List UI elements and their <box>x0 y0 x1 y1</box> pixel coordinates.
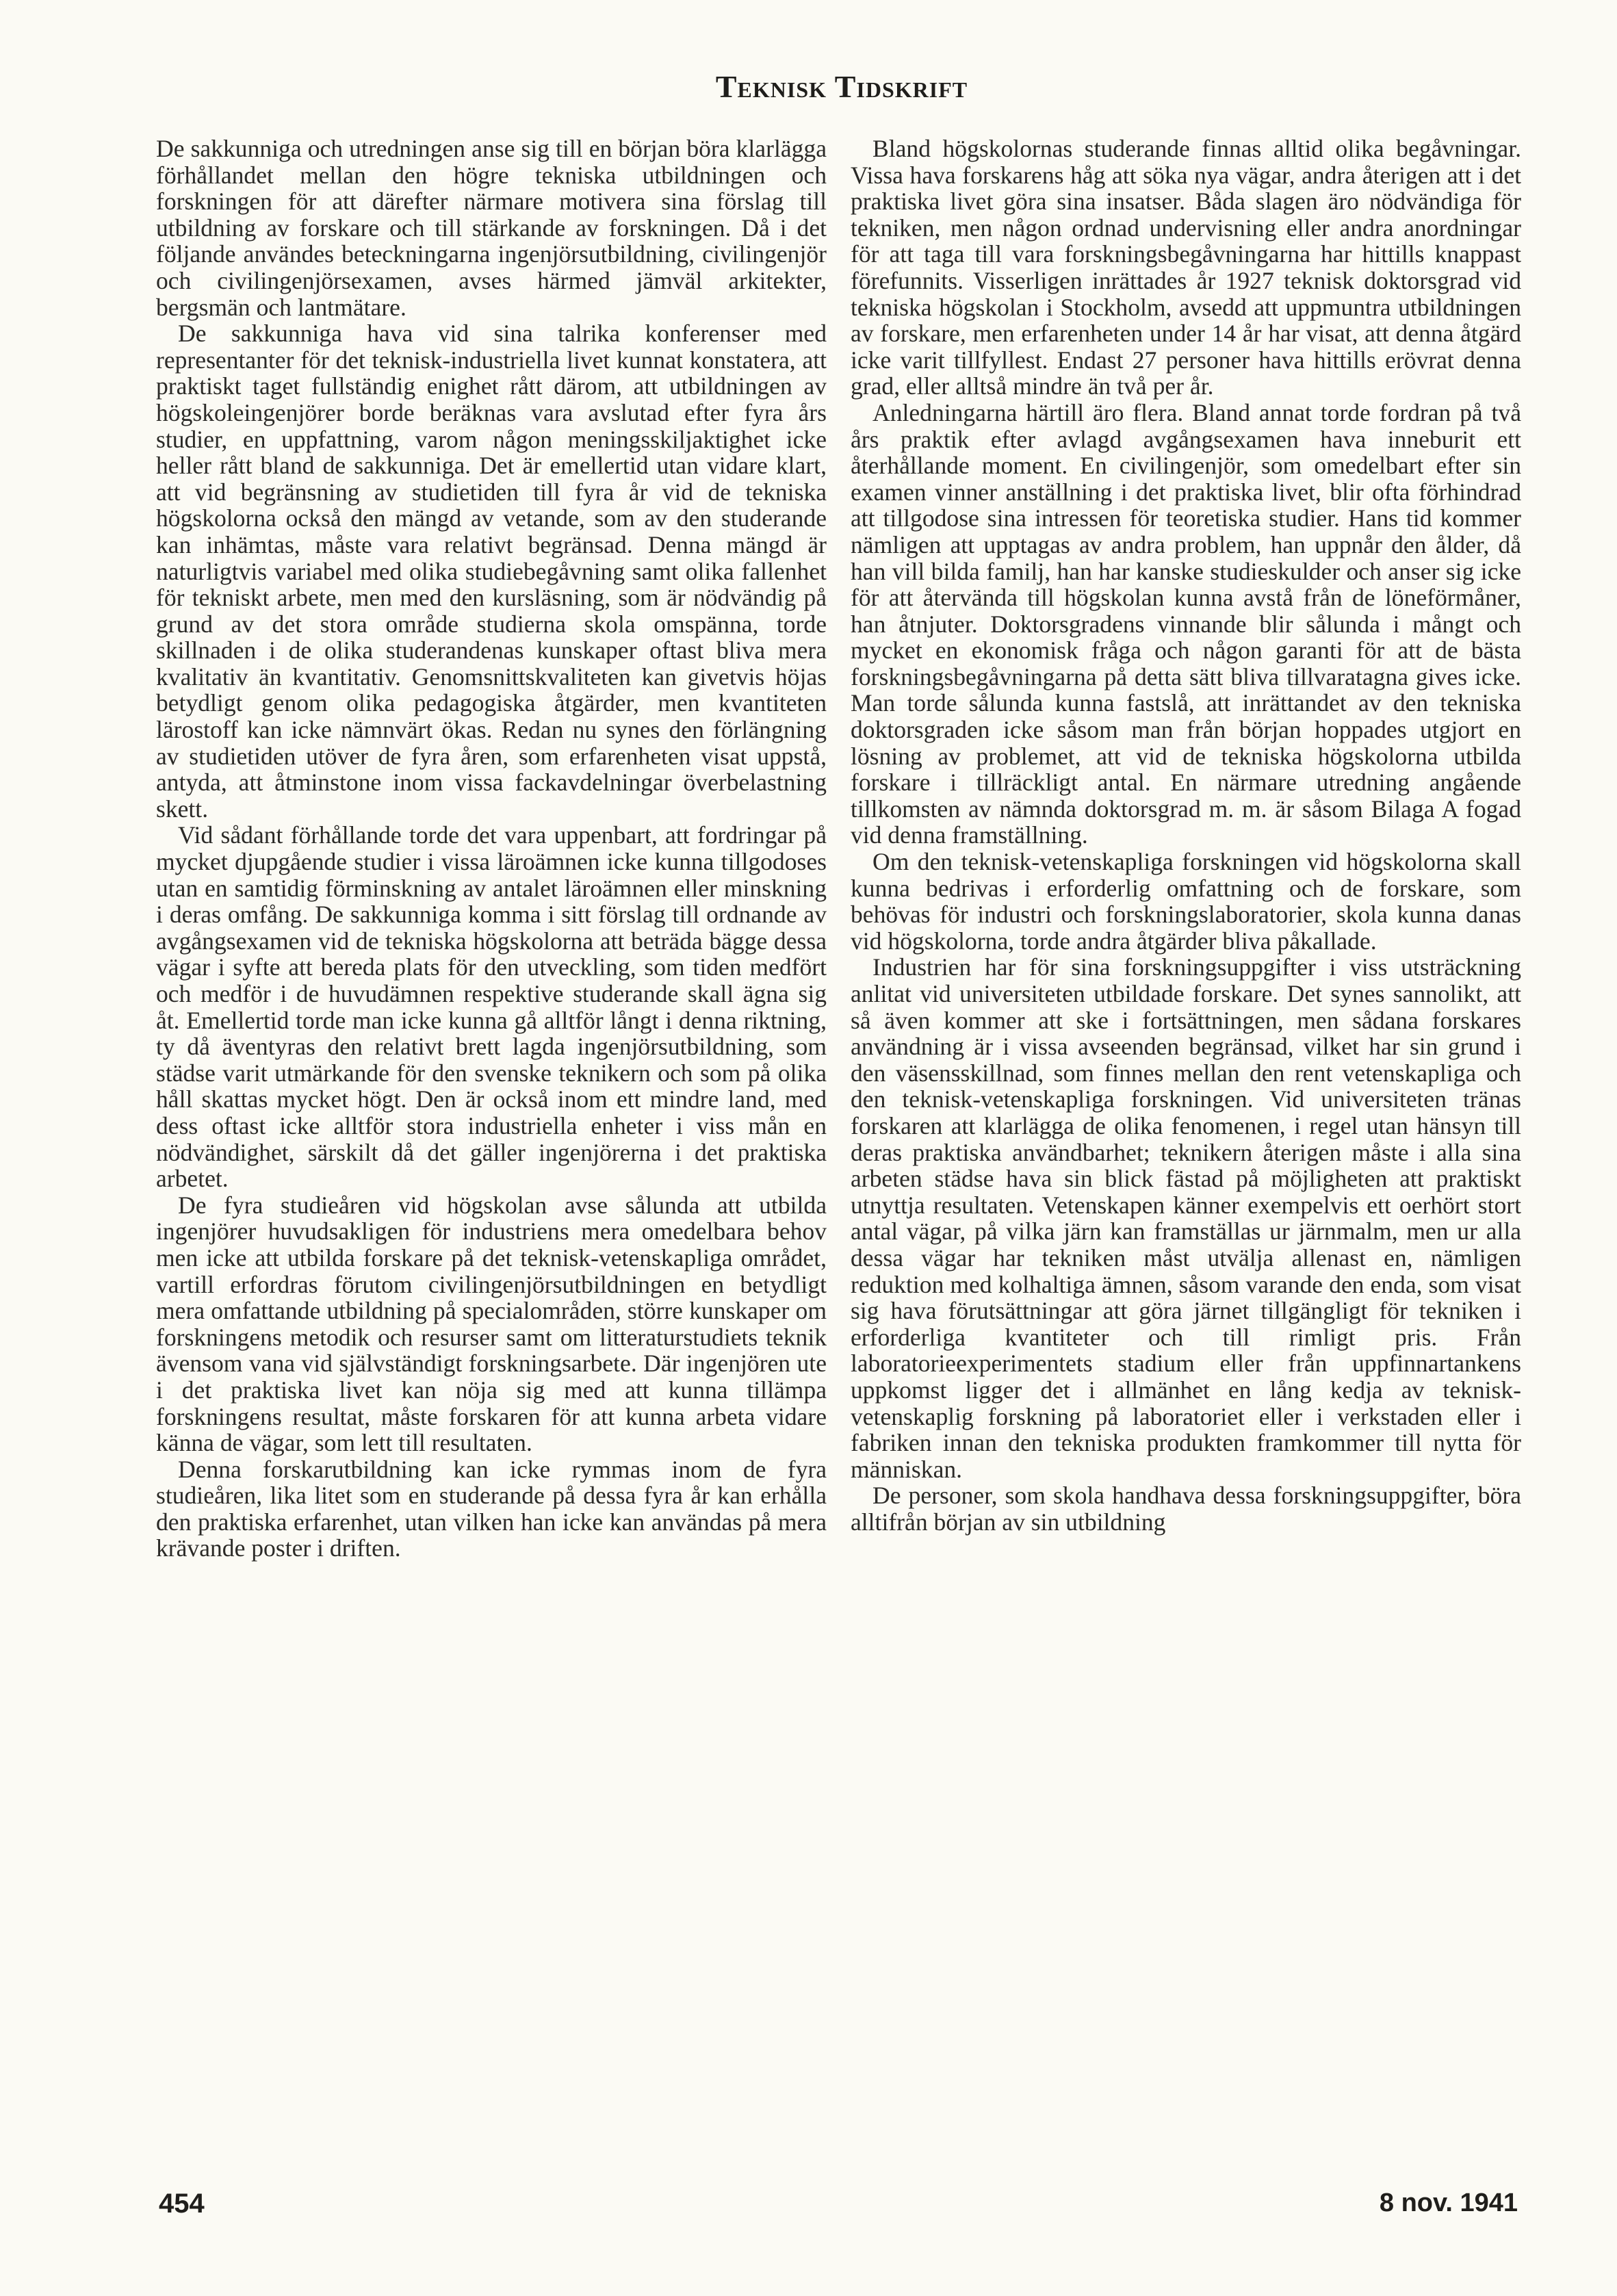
left-paragraph-2: De sakkunniga hava vid sina talrika konferenser med representanter för det teknisk-industriella livet kunnat konstatera, att praktiskt taget fullständig enighet rått därom, att utbildningen av högskoleingenjörer borde beräknas vara avslutad efter fyra års studier, en uppfattning, varom någon meningsskiljaktighet icke heller rått bland de sakkunniga. Det är emellertid utan vidare klart, att vid begränsning av studietiden till fyra år vid de tekniska högskolorna också den mängd av vetande, som av den studerande kan inhämtas, måste vara relativt begränsad. Denna mängd är naturligtvis variabel med olika studiebegåvning samt olika fallenhet för tekniskt arbete, men med den kursläsning, som är nödvändig på grund av det stora område studierna skola omspänna, torde skillnaden i de olika studerandenas kunskaper oftast bliva mera kvalitativ än kvantitativ. Genomsnittskvaliteten kan givetvis höjas betydligt genom olika pedagogiska åtgärder, men kvantiteten lärostoff kan icke nämnvärt ökas. Redan nu synes den förlängning av studietiden utöver de fyra åren, som erfarenheten visat uppstå, antyda, att åtminstone inom vissa fackavdelningar överbelastning skett. <box>156 320 827 823</box>
journal-masthead: Teknisk Tidskrift <box>715 69 968 104</box>
left-paragraph-5: Denna forskarutbildning kan icke rymmas inom de fyra studieåren, lika litet som en studerande på dessa fyra år kan erhålla den praktiska erfarenhet, utan vilken han icke kan användas på mera krävande poster i driften. <box>156 1455 827 1562</box>
right-text-column <box>851 136 1521 1535</box>
left-paragraph-1: De sakkunniga och utredningen anse sig till en början böra klarlägga förhållandet mellan den högre tekniska utbildningen och forskningen för att därefter närmare motivera sina förslag till utbildning av forskare och till stärkande av forskningen. Då i det följande användes beteckningarna ingenjörsutbildning, civilingenjör och civilingenjörsexamen, avses härmed jämväl arkitekter, bergsmän och lantmätare. <box>156 135 827 321</box>
left-text-column <box>156 136 827 1562</box>
left-paragraph-4: De fyra studieåren vid högskolan avse sålunda att utbilda ingenjörer huvudsakligen för industriens mera omedelbara behov men icke att utbilda forskare på det teknisk-vetenskapliga området, vartill erfordras förutom civilingenjörsutbildningen en betydligt mera omfattande utbildning på specialområden, större kunskaper om forskningens metodik och resurser samt om litteraturstudiets teknik ävensom vana vid självständigt forskningsarbete. Där ingenjören ute i det praktiska livet kan nöja sig med att kunna tillämpa forskningens resultat, måste forskaren för att kunna arbeta vidare känna de vägar, som lett till resultaten. <box>156 1191 827 1457</box>
issue-date: 8 nov. 1941 <box>1379 2189 1518 2217</box>
page-number: 454 <box>159 2189 205 2219</box>
right-paragraph-2: Anledningarna härtill äro flera. Bland annat torde fordran på två års praktik efter avlagd avgångsexamen hava inneburit ett återhållande moment. En civilingenjör, som omedelbart efter sin examen vinner anställning i det praktiska livet, blir ofta förhindrad att tillgodose sina intressen för teoretiska studier. Hans tid kommer nämligen att upptagas av andra problem, han uppnår den ålder, då han vill bilda familj, han har kanske studieskulder och anser sig icke för att återvända till högskolan kunna avstå från de löneförmåner, han åtnjuter. Doktorsgradens vinnande blir sålunda i mångt och mycket en ekonomisk fråga och någon garanti för att de bästa forskningsbegåvningarna på detta sätt bliva tillvaratagna gives icke. Man torde sålunda kunna fastslå, att inrättandet av den tekniska doktorsgraden icke såsom man från början hoppades utgjort en lösning av problemet, att vid de tekniska högskolorna utbilda forskare i tillräckligt antal. En närmare utredning angående tillkomsten av nämnda doktorsgrad m. m. är såsom Bilaga A fogad vid denna framställning. <box>851 398 1521 849</box>
right-paragraph-3: Om den teknisk-vetenskapliga forskningen vid högskolorna skall kunna bedrivas i erforderlig omfattning och de forskare, som behövas för industri och forskningslaboratorier, skola kunna danas vid högskolorna, torde andra åtgärder bliva påkallade. <box>851 848 1521 955</box>
right-paragraph-1: Bland högskolornas studerande finnas alltid olika begåvningar. Vissa hava forskarens håg att söka nya vägar, andra återigen att i det praktiska livet göra sina insatser. Båda slagen äro nödvändiga för tekniken, men någon ordnad undervisning eller andra anordningar för att taga till vara forskningsbegåvningarna har hittills knappast förefunnits. Visserligen inrättades år 1927 teknisk doktorsgrad vid tekniska högskolan i Stockholm, avsedd att uppmuntra utbildningen av forskare, men erfarenheten under 14 år har visat, att denna åtgärd icke varit tillfyllest. Endast 27 personer hava hittills erövrat denna grad, eller alltså mindre än två per år. <box>851 135 1521 400</box>
right-paragraph-5: De personer, som skola handhava dessa forskningsuppgifter, böra alltifrån början av sin utbildning <box>851 1482 1521 1536</box>
left-paragraph-3: Vid sådant förhållande torde det vara uppenbart, att fordringar på mycket djupgående studier i vissa läroämnen icke kunna tillgodoses utan en samtidig förminskning av antalet läroämnen eller minskning i deras omfång. De sakkunniga komma i sitt förslag till ordnande av avgångsexamen vid de tekniska högskolorna att beträda bägge dessa vägar i syfte att bereda plats för den utveckling, som tiden medfört och medför i de huvudämnen respektive studerande skall ägna sig åt. Emellertid torde man icke kunna gå alltför långt i denna riktning, ty då äventyras den relativt brett lagda ingenjörsutbildning, som städse varit utmärkande för den svenske teknikern och som på olika håll skattas mycket högt. Den är också inom ett mindre land, med dess oftast icke alltför stora industriella enheter i viss mån en nödvändighet, särskilt då det gäller ingenjörerna i det praktiska arbetet. <box>156 821 827 1193</box>
right-paragraph-4: Industrien har för sina forskningsuppgifter i viss utsträckning anlitat vid universiteten utbildade forskare. Det synes sannolikt, att så även kommer att ske i fortsättningen, men sådana forskares användning är i vissa avseenden begränsad, vilket har sin grund i den väsensskillnad, som finnes mellan den rent vetenskapliga och den teknisk-vetenskapliga forskningen. Vid universiteten tränas forskaren att klarlägga de olika fenomenen, i regel utan hänsyn till deras praktiska användbarhet; teknikern återigen måste i alla sina arbeten städse hava sin blick fästad på möjligheten att praktiskt utnyttja resultaten. Vetenskapen känner exempelvis ett oerhört stort antal vägar, på vilka järn kan framställas ur järnmalm, men ur alla dessa vägar har tekniken måst utvälja allenast en, nämligen reduktion med kolhaltiga ämnen, såsom varande den enda, som visat sig hava förutsättningar att göra järnet tillgängligt för tekniken i erforderliga kvantiteter och till rimligt pris. Från laboratorieexperimentets stadium eller från uppfinnartankens uppkomst ligger det i allmänhet en lång kedja av teknisk-vetenskaplig forskning på laboratoriet eller i verkstaden eller i fabriken innan den tekniska produkten framkommer till nytta för människan. <box>851 953 1521 1483</box>
